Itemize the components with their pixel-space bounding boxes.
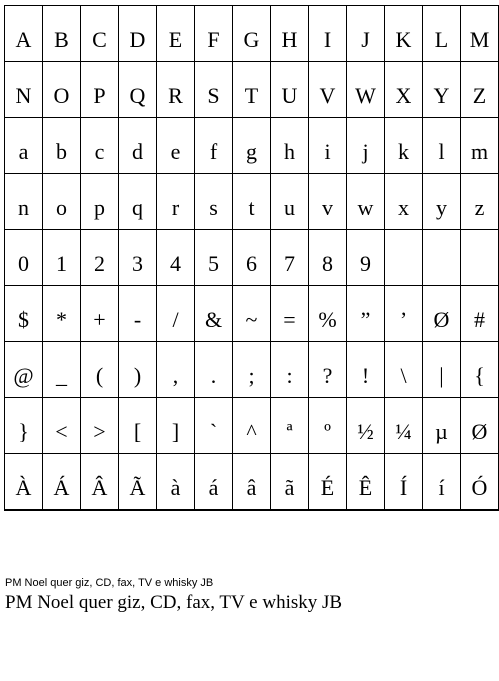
glyph-sample: Ê xyxy=(358,475,373,500)
glyph-cell xyxy=(385,286,423,342)
glyph-cell xyxy=(157,342,195,398)
glyph-cell xyxy=(81,62,119,118)
glyph-cell xyxy=(309,398,347,454)
glyph-sample: > xyxy=(93,419,106,444)
glyph-sample: / xyxy=(172,307,179,332)
glyph-cell xyxy=(157,174,195,230)
glyph-sample: | xyxy=(439,363,444,388)
glyph-sample: F xyxy=(207,27,220,52)
glyph-cell xyxy=(5,174,43,230)
glyph-cell xyxy=(271,174,309,230)
glyph-cell xyxy=(43,454,81,510)
glyph-sample: Y xyxy=(433,83,450,108)
glyph-sample: ` xyxy=(209,419,218,444)
glyph-cell xyxy=(347,454,385,510)
glyph-cell xyxy=(461,174,499,230)
glyph-sample: 7 xyxy=(284,251,295,276)
glyph-cell xyxy=(385,62,423,118)
glyph-sample: N xyxy=(15,83,32,108)
glyph-sample: ~ xyxy=(245,307,258,332)
glyph-sample: Â xyxy=(91,475,108,500)
glyph-sample: ] xyxy=(171,419,180,444)
glyph-cell xyxy=(423,230,461,286)
glyph-cell xyxy=(423,286,461,342)
glyph-cell xyxy=(271,398,309,454)
glyph-sample: I xyxy=(323,27,332,52)
glyph-sample: c xyxy=(94,139,105,164)
glyph-sample: ) xyxy=(133,363,142,388)
glyph-cell xyxy=(423,454,461,510)
glyph-sample: ? xyxy=(322,363,333,388)
glyph-cell xyxy=(347,342,385,398)
glyph-cell xyxy=(347,6,385,62)
glyph-cell xyxy=(5,342,43,398)
glyph-cell xyxy=(309,510,347,511)
glyph-cell xyxy=(347,230,385,286)
glyph-sample: â xyxy=(246,475,257,500)
glyph-cell xyxy=(271,62,309,118)
glyph-cell xyxy=(233,118,271,174)
glyph-sample: ’ xyxy=(399,307,408,332)
glyph-cell xyxy=(195,6,233,62)
glyph-cell xyxy=(385,398,423,454)
glyph-sample: ; xyxy=(248,363,255,388)
glyph-sample: µ xyxy=(435,419,448,444)
glyph-sample: ¼ xyxy=(395,419,412,444)
glyph-cell xyxy=(43,6,81,62)
glyph-sample: H xyxy=(281,27,298,52)
glyph-cell xyxy=(195,510,233,511)
glyph-sample: o xyxy=(56,195,67,220)
glyph-sample: R xyxy=(168,83,183,108)
glyph-cell xyxy=(347,118,385,174)
glyph-sample: = xyxy=(283,307,296,332)
glyph-cell xyxy=(5,62,43,118)
glyph-cell xyxy=(195,286,233,342)
glyph-cell xyxy=(43,510,81,511)
glyph-sample: [ xyxy=(133,419,142,444)
glyph-sample: K xyxy=(395,27,412,52)
glyph-cell xyxy=(309,6,347,62)
glyph-cell xyxy=(81,454,119,510)
glyph-sample: à xyxy=(170,475,181,500)
glyph-sample: n xyxy=(18,195,29,220)
glyph-cell xyxy=(461,6,499,62)
glyph-cell xyxy=(309,342,347,398)
glyph-sample: q xyxy=(132,195,143,220)
glyph-sample: , xyxy=(172,363,179,388)
glyph-cell xyxy=(119,398,157,454)
glyph-cell xyxy=(195,454,233,510)
glyph-sample: } xyxy=(18,419,29,444)
glyph-sample: + xyxy=(93,307,106,332)
glyph-cell xyxy=(195,62,233,118)
glyph-cell xyxy=(233,174,271,230)
glyph-sample: v xyxy=(322,195,333,220)
glyph-sample: ^ xyxy=(246,419,257,444)
glyph-sample: 1 xyxy=(56,251,67,276)
glyph-sample: ½ xyxy=(357,419,374,444)
glyph-sample: w xyxy=(357,195,374,220)
glyph-sample: Ø xyxy=(433,307,450,332)
glyph-sample: u xyxy=(284,195,295,220)
glyph-sample: p xyxy=(94,195,105,220)
glyph-sample: 9 xyxy=(360,251,371,276)
glyph-sample: É xyxy=(320,475,335,500)
glyph-sample: z xyxy=(474,195,485,220)
glyph-sample: 2 xyxy=(94,251,105,276)
glyph-sample: T xyxy=(244,83,259,108)
glyph-sample: Á xyxy=(53,475,70,500)
glyph-cell xyxy=(195,118,233,174)
glyph-cell xyxy=(271,510,309,511)
glyph-cell xyxy=(423,6,461,62)
glyph-sample: x xyxy=(398,195,409,220)
glyph-sample: s xyxy=(209,195,218,220)
glyph-sample: \ xyxy=(400,363,407,388)
glyph-sample: y xyxy=(436,195,447,220)
glyph-cell xyxy=(81,118,119,174)
glyph-cell xyxy=(81,286,119,342)
glyph-cell xyxy=(119,510,157,511)
glyph-cell xyxy=(347,174,385,230)
glyph-cell xyxy=(271,6,309,62)
glyph-sample: b xyxy=(56,139,67,164)
glyph-sample: e xyxy=(170,139,181,164)
glyph-sample: l xyxy=(438,139,445,164)
glyph-cell xyxy=(423,62,461,118)
glyph-sample: 6 xyxy=(246,251,257,276)
glyph-sample: V xyxy=(319,83,336,108)
glyph-cell xyxy=(157,510,195,511)
glyph-sample: O xyxy=(53,83,70,108)
glyph-sample: g xyxy=(246,139,257,164)
glyph-cell xyxy=(233,454,271,510)
glyph-sample: ! xyxy=(361,363,370,388)
glyph-cell xyxy=(271,342,309,398)
glyph-cell xyxy=(157,6,195,62)
glyph-sample: 4 xyxy=(170,251,181,276)
character-map-grid xyxy=(4,5,499,511)
glyph-cell xyxy=(81,398,119,454)
glyph-sample: # xyxy=(474,307,485,332)
glyph-sample: 8 xyxy=(322,251,333,276)
glyph-sample: : xyxy=(286,363,293,388)
glyph-sample: 3 xyxy=(132,251,143,276)
glyph-sample: a xyxy=(18,139,29,164)
glyph-sample: i xyxy=(324,139,331,164)
glyph-cell xyxy=(461,454,499,510)
glyph-sample: - xyxy=(133,307,142,332)
glyph-cell xyxy=(5,286,43,342)
glyph-sample: @ xyxy=(13,363,34,388)
glyph-sample: < xyxy=(55,419,68,444)
glyph-sample: B xyxy=(54,27,69,52)
glyph-cell xyxy=(233,62,271,118)
glyph-sample: J xyxy=(361,27,370,52)
glyph-sample: * xyxy=(56,307,67,332)
sample-text-small: PM Noel quer giz, CD, fax, TV e whisky JB xyxy=(5,577,214,589)
glyph-cell xyxy=(309,174,347,230)
glyph-cell xyxy=(423,174,461,230)
glyph-sample: ( xyxy=(95,363,104,388)
glyph-cell xyxy=(5,398,43,454)
glyph-sample: 5 xyxy=(208,251,219,276)
glyph-cell xyxy=(461,398,499,454)
glyph-cell xyxy=(5,6,43,62)
glyph-cell xyxy=(5,454,43,510)
glyph-cell xyxy=(81,342,119,398)
glyph-cell xyxy=(309,286,347,342)
glyph-cell xyxy=(423,398,461,454)
glyph-cell xyxy=(119,174,157,230)
glyph-cell xyxy=(423,342,461,398)
glyph-sample: P xyxy=(93,83,106,108)
glyph-cell xyxy=(423,118,461,174)
glyph-cell xyxy=(233,398,271,454)
glyph-cell xyxy=(43,174,81,230)
glyph-sample: L xyxy=(434,27,449,52)
glyph-sample: G xyxy=(243,27,260,52)
glyph-cell xyxy=(43,286,81,342)
glyph-sample: ã xyxy=(284,475,295,500)
glyph-cell xyxy=(43,398,81,454)
glyph-sample: D xyxy=(129,27,146,52)
glyph-sample: C xyxy=(92,27,107,52)
glyph-sample: d xyxy=(132,139,143,164)
glyph-sample: { xyxy=(474,363,485,388)
glyph-cell xyxy=(461,118,499,174)
glyph-cell xyxy=(233,286,271,342)
glyph-cell xyxy=(119,286,157,342)
glyph-sample: $ xyxy=(18,307,29,332)
glyph-cell xyxy=(347,510,385,511)
glyph-sample: A xyxy=(15,27,32,52)
glyph-sample: ” xyxy=(360,307,371,332)
glyph-cell xyxy=(385,342,423,398)
glyph-sample: & xyxy=(204,307,223,332)
glyph-cell xyxy=(461,230,499,286)
glyph-sample: W xyxy=(355,83,376,108)
glyph-sample: j xyxy=(362,139,369,164)
glyph-cell xyxy=(385,174,423,230)
glyph-cell xyxy=(157,230,195,286)
glyph-cell xyxy=(271,230,309,286)
glyph-sample: U xyxy=(281,83,298,108)
glyph-cell xyxy=(81,510,119,511)
glyph-sample: í xyxy=(438,475,445,500)
glyph-cell xyxy=(5,230,43,286)
glyph-cell xyxy=(309,454,347,510)
glyph-sample: h xyxy=(284,139,295,164)
glyph-cell xyxy=(43,118,81,174)
glyph-cell xyxy=(119,342,157,398)
glyph-cell xyxy=(43,342,81,398)
glyph-cell xyxy=(309,62,347,118)
glyph-sample: _ xyxy=(56,363,67,388)
glyph-sample: f xyxy=(209,139,218,164)
glyph-sample: Z xyxy=(472,83,487,108)
glyph-cell xyxy=(461,286,499,342)
glyph-cell xyxy=(157,286,195,342)
glyph-cell xyxy=(347,398,385,454)
glyph-cell xyxy=(271,286,309,342)
glyph-cell xyxy=(157,62,195,118)
glyph-cell xyxy=(309,118,347,174)
glyph-cell xyxy=(5,118,43,174)
glyph-cell xyxy=(81,174,119,230)
glyph-cell xyxy=(5,510,43,511)
glyph-sample: . xyxy=(210,363,217,388)
glyph-cell xyxy=(233,342,271,398)
glyph-cell xyxy=(271,118,309,174)
glyph-sample: Ã xyxy=(129,475,146,500)
glyph-cell xyxy=(271,454,309,510)
glyph-sample: 0 xyxy=(18,251,29,276)
glyph-cell xyxy=(119,454,157,510)
glyph-sample: À xyxy=(15,475,32,500)
glyph-sample: M xyxy=(469,27,490,52)
glyph-cell xyxy=(309,230,347,286)
glyph-cell xyxy=(157,454,195,510)
glyph-sample: Í xyxy=(399,475,408,500)
glyph-sample: Ó xyxy=(471,475,488,500)
glyph-sample: k xyxy=(398,139,409,164)
glyph-cell xyxy=(233,230,271,286)
glyph-cell xyxy=(157,398,195,454)
glyph-sample: t xyxy=(248,195,255,220)
glyph-sample: S xyxy=(207,83,220,108)
glyph-cell xyxy=(43,62,81,118)
glyph-cell xyxy=(385,230,423,286)
glyph-sample: á xyxy=(208,475,219,500)
glyph-cell xyxy=(385,510,423,511)
glyph-sample: % xyxy=(318,307,337,332)
glyph-cell xyxy=(43,230,81,286)
glyph-cell xyxy=(119,6,157,62)
glyph-sample: ª xyxy=(286,419,293,444)
glyph-cell xyxy=(233,510,271,511)
glyph-cell xyxy=(385,454,423,510)
glyph-cell xyxy=(119,118,157,174)
glyph-cell xyxy=(233,6,271,62)
glyph-sample: º xyxy=(324,419,331,444)
glyph-cell xyxy=(195,174,233,230)
glyph-cell xyxy=(461,342,499,398)
glyph-cell xyxy=(385,118,423,174)
glyph-sample: X xyxy=(395,83,412,108)
glyph-sample: m xyxy=(470,139,489,164)
glyph-cell xyxy=(119,230,157,286)
glyph-cell xyxy=(385,6,423,62)
glyph-cell xyxy=(461,510,499,511)
glyph-cell xyxy=(195,398,233,454)
glyph-cell xyxy=(347,286,385,342)
glyph-sample: E xyxy=(168,27,183,52)
glyph-sample: r xyxy=(171,195,180,220)
glyph-cell xyxy=(461,62,499,118)
glyph-sample: Ø xyxy=(471,419,488,444)
glyph-cell xyxy=(195,230,233,286)
glyph-cell xyxy=(195,342,233,398)
glyph-cell xyxy=(119,62,157,118)
glyph-cell xyxy=(157,118,195,174)
glyph-sample: Q xyxy=(129,83,146,108)
glyph-cell xyxy=(81,230,119,286)
glyph-cell xyxy=(423,510,461,511)
glyph-cell xyxy=(347,62,385,118)
glyph-cell xyxy=(81,6,119,62)
sample-text-large: PM Noel quer giz, CD, fax, TV e whisky JB xyxy=(5,592,343,613)
